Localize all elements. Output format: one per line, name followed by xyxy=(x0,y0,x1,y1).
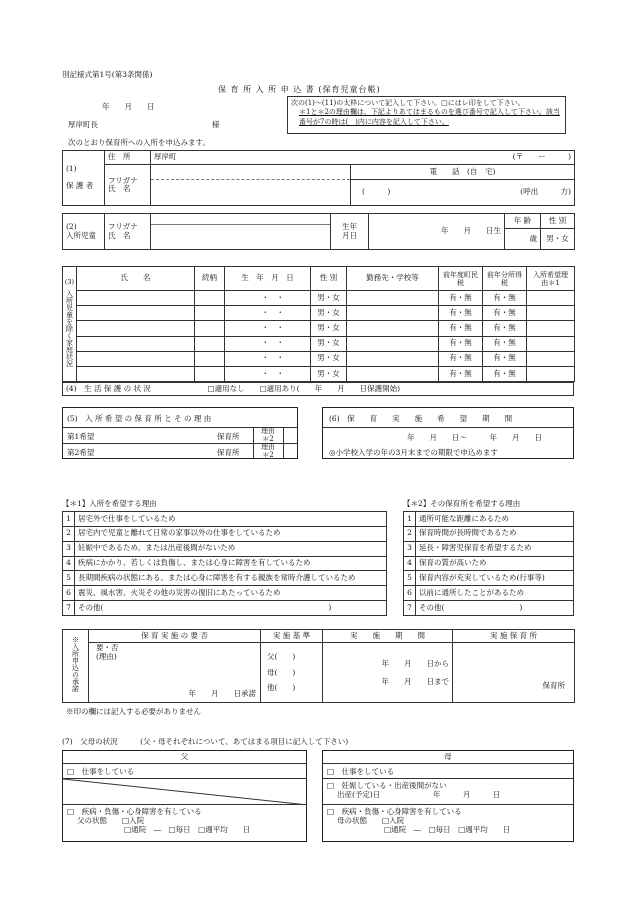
reasons1-row xyxy=(63,586,387,601)
second-choice-hoikusho[interactable]: 保育所 xyxy=(217,448,240,457)
household-income-tax-field[interactable]: 有・無 xyxy=(483,321,527,336)
father-header: 父 xyxy=(63,751,306,764)
household-birthdate-field[interactable]: ・ ・ xyxy=(225,321,311,336)
intro-text: 次のとおり保育所への入所を申込みます。 xyxy=(68,138,210,147)
household-relation-field[interactable] xyxy=(195,336,225,351)
approval-need-header: 保 育 実 施 の 要 否 xyxy=(89,630,261,643)
household-sex-field[interactable]: 男・女 xyxy=(311,321,347,336)
household-resident-tax-field[interactable]: 有・無 xyxy=(439,321,483,336)
reasons2-row xyxy=(404,526,574,541)
birth-label: 生年 月日 xyxy=(331,214,369,250)
instructions-box xyxy=(287,96,566,134)
household-resident-tax-field[interactable]: 有・無 xyxy=(439,366,483,381)
reasons1-text: 居宅外で仕事をしているため xyxy=(75,512,387,527)
reasons1-row xyxy=(63,571,387,586)
mother-visit[interactable]: □通院 ― □毎日 □週平均 日 xyxy=(384,825,511,834)
household-workplace-field[interactable] xyxy=(347,306,439,321)
reasons2-text: 通所可能な距離にあるため xyxy=(416,512,574,527)
guardian-furigana-field[interactable] xyxy=(151,165,351,179)
household-table xyxy=(62,266,575,382)
father-hospital[interactable]: □入院 xyxy=(122,816,145,825)
instruction-line-1: 次の(1)～(11)の太枠について記入して下さい。□にはレ印をして下さい。 xyxy=(291,99,525,107)
reasons1-table xyxy=(62,511,387,616)
welfare-applied-checkbox[interactable]: □適用あり( 年 月 日保護開始) xyxy=(259,383,401,393)
reasons2-text: その他( ) xyxy=(416,601,574,616)
household-name-field[interactable] xyxy=(77,336,195,351)
col-sex: 性 別 xyxy=(311,267,347,291)
reasons2-row xyxy=(404,586,574,601)
household-row xyxy=(63,306,575,321)
approval-date: 年 月 日承諾 xyxy=(188,689,256,699)
household-birthdate-field[interactable]: ・ ・ xyxy=(225,306,311,321)
col-workplace: 勤務先・学校等 xyxy=(347,267,439,291)
household-workplace-field[interactable] xyxy=(347,351,439,366)
period-title: (6) 保 育 実 施 希 望 期 間 xyxy=(329,414,513,423)
approval-footnote: ※印の欄には記入する必要がありません xyxy=(66,707,201,716)
address-label: 住 所 xyxy=(105,151,151,165)
household-reason-field[interactable] xyxy=(527,321,575,336)
approval-place-header: 実 施 保 育 所 xyxy=(453,630,575,643)
household-name-field[interactable] xyxy=(77,306,195,321)
reasons2-row xyxy=(404,556,574,571)
period-note: ◎小学校入学の年の3月末までの期限で申込めます xyxy=(329,448,498,457)
reasons2-text: 保育の質が高いため xyxy=(416,556,574,571)
household-sex-field[interactable]: 男・女 xyxy=(311,291,347,306)
father-state-label: 父の状態 xyxy=(77,816,107,825)
reasons1-text: 居宅内で児童と離れて日常の家事以外の仕事をしているため xyxy=(75,526,387,541)
father-working[interactable]: □ 仕事をしている xyxy=(63,764,306,779)
welfare-label: (4) 生 活 保 護 の 状 況 xyxy=(63,383,205,396)
mother-header: 母 xyxy=(323,751,573,764)
col-name: 氏 名 xyxy=(77,267,195,291)
reasons2-row xyxy=(404,601,574,616)
reasons1-number: 3 xyxy=(63,541,75,556)
welfare-table xyxy=(62,382,574,396)
addressee: 厚岸町長 xyxy=(68,120,98,129)
phone-field[interactable]: ( ) (呼出 方) xyxy=(351,179,575,206)
household-relation-field[interactable] xyxy=(195,351,225,366)
reasons2-row xyxy=(404,541,574,556)
household-row xyxy=(63,366,575,381)
reasons2-number: 7 xyxy=(404,601,416,616)
reasons2-number: 1 xyxy=(404,512,416,527)
guardian-name-label: フリガナ 氏 名 xyxy=(105,165,151,206)
reasons1-text: その他( ) xyxy=(75,601,387,616)
household-name-field[interactable] xyxy=(77,351,195,366)
col-resident-tax: 前年度町民税 xyxy=(439,267,483,291)
reasons1-row xyxy=(63,601,387,616)
approval-vertical-label: ※入所申込の承諾 xyxy=(63,630,89,703)
reasons2-text: 保育内容が充実しているため(行事等) xyxy=(416,571,574,586)
father-visit[interactable]: □通院 ― □毎日 □週平均 日 xyxy=(124,825,251,834)
guardian-label-cell: (1) 保 護 者 xyxy=(63,151,105,206)
household-income-tax-field[interactable]: 有・無 xyxy=(483,351,527,366)
reasons2-row xyxy=(404,512,574,527)
col-income-tax: 前年分所得税 xyxy=(483,267,527,291)
nursery-title: (5) 入 所 希 望 の 保 育 所 と そ の 理 由 xyxy=(67,414,212,423)
reasons1-text: 疾病にかかり、若しくは負傷し、または心身に障害を有しているため xyxy=(75,556,387,571)
reasons1-number: 7 xyxy=(63,601,75,616)
household-reason-field[interactable] xyxy=(527,306,575,321)
household-reason-field[interactable] xyxy=(527,351,575,366)
sex-label: 性 別 xyxy=(541,214,575,229)
household-name-field[interactable] xyxy=(77,321,195,336)
first-choice-label: 第1希望 xyxy=(67,432,95,441)
household-birthdate-field[interactable]: ・ ・ xyxy=(225,336,311,351)
household-birthdate-field[interactable]: ・ ・ xyxy=(225,351,311,366)
mother-pregnant[interactable]: □ 妊娠している・出産後間がない xyxy=(327,781,447,790)
age-label: 年 齢 xyxy=(505,214,541,229)
col-relation: 続柄 xyxy=(195,267,225,291)
household-name-field[interactable] xyxy=(77,366,195,381)
household-income-tax-field[interactable]: 有・無 xyxy=(483,366,527,381)
addressee-honorific: 様 xyxy=(212,120,220,129)
approval-place-cell: 保育所 xyxy=(453,643,575,703)
household-section-label: (3) 入所児童を除く家庭状況 xyxy=(63,267,77,382)
household-birthdate-field[interactable]: ・ ・ xyxy=(225,366,311,381)
second-choice-reason-label: 理由 ＊2 xyxy=(261,443,275,459)
household-sex-field[interactable]: 男・女 xyxy=(311,306,347,321)
household-resident-tax-field[interactable]: 有・無 xyxy=(439,351,483,366)
welfare-none-checkbox[interactable]: □適用なし xyxy=(207,383,245,393)
reasons1-row xyxy=(63,512,387,527)
household-resident-tax-field[interactable]: 有・無 xyxy=(439,306,483,321)
mother-working[interactable]: □ 仕事をしている xyxy=(323,764,573,779)
form-title: 保 育 所 入 所 申 込 書 (保育児童台帳) xyxy=(218,85,381,94)
reasons2-number: 3 xyxy=(404,541,416,556)
household-workplace-field[interactable] xyxy=(347,336,439,351)
application-date[interactable]: 年 月 日 xyxy=(102,102,155,111)
household-row xyxy=(63,321,575,336)
household-relation-field[interactable] xyxy=(195,321,225,336)
reasons1-number: 2 xyxy=(63,526,75,541)
mother-box xyxy=(322,750,574,842)
period-box xyxy=(322,407,574,459)
household-reason-field[interactable] xyxy=(527,291,575,306)
approval-table xyxy=(62,629,575,703)
household-sex-field[interactable]: 男・女 xyxy=(311,351,347,366)
household-relation-field[interactable] xyxy=(195,291,225,306)
approval-period-header: 実 施 期 間 xyxy=(323,630,453,643)
mother-due-date[interactable]: 出産(予定)日 年 月 日 xyxy=(337,790,501,799)
parents-title: (7) 父母の状況 (父・母それぞれについて、あてはまる項目に記入して下さい) xyxy=(62,737,349,746)
reasons2-number: 4 xyxy=(404,556,416,571)
household-income-tax-field[interactable]: 有・無 xyxy=(483,336,527,351)
period-range[interactable]: 年 月 日～ 年 月 日 xyxy=(407,433,542,442)
father-strike-diagonal xyxy=(63,779,307,805)
household-sex-field[interactable]: 男・女 xyxy=(311,366,347,381)
reasons1-title: 【＊1】入所を希望する理由 xyxy=(62,499,157,508)
mother-hospital[interactable]: □入院 xyxy=(382,816,405,825)
reasons2-table xyxy=(403,511,574,616)
household-name-field[interactable] xyxy=(77,291,195,306)
reasons2-text: 延長・障害児保育を希望するため xyxy=(416,541,574,556)
approval-standard-header: 実 施 基 準 xyxy=(261,630,323,643)
reasons2-text: 以前に通所したことがあるため xyxy=(416,586,574,601)
reasons2-number: 2 xyxy=(404,526,416,541)
col-reason: 入所希望理由＊1 xyxy=(527,267,575,291)
household-workplace-field[interactable] xyxy=(347,366,439,381)
guardian-table xyxy=(62,150,575,206)
reasons1-row xyxy=(63,526,387,541)
nursery-preference-box xyxy=(62,407,298,459)
address-field[interactable]: 厚岸町 xyxy=(151,151,351,165)
approval-period-cell: 年 月 日から 年 月 日まで xyxy=(323,643,453,703)
household-relation-field[interactable] xyxy=(195,366,225,381)
household-income-tax-field[interactable]: 有・無 xyxy=(483,291,527,306)
reasons1-text: 長期間疾病の状態にある、または心身に障害を有する親族を常時介護しているため xyxy=(75,571,387,586)
father-box xyxy=(62,750,307,842)
child-label-cell: (2) 入所児童 xyxy=(63,214,105,250)
household-workplace-field[interactable] xyxy=(347,291,439,306)
household-workplace-field[interactable] xyxy=(347,321,439,336)
household-resident-tax-field[interactable]: 有・無 xyxy=(439,291,483,306)
reasons2-text: 保育時間が長時間であるため xyxy=(416,526,574,541)
father-ill[interactable]: □ 疾病・負傷・心身障害を有している xyxy=(67,807,202,816)
child-name-label: フリガナ 氏 名 xyxy=(105,214,151,250)
sex-field[interactable]: 男・女 xyxy=(541,229,575,250)
child-name-field[interactable] xyxy=(151,214,331,250)
household-income-tax-field[interactable]: 有・無 xyxy=(483,306,527,321)
reasons1-number: 1 xyxy=(63,512,75,527)
reasons2-number: 6 xyxy=(404,586,416,601)
household-sex-field[interactable]: 男・女 xyxy=(311,336,347,351)
reasons1-row xyxy=(63,541,387,556)
reasons2-row xyxy=(404,571,574,586)
first-choice-hoikusho[interactable]: 保育所 xyxy=(217,432,240,441)
reasons1-text: 妊娠中であるため、または出産後間がないため xyxy=(75,541,387,556)
household-reason-field[interactable] xyxy=(527,336,575,351)
guardian-name-field[interactable] xyxy=(151,179,351,206)
col-birthdate: 生 年 月 日 xyxy=(225,267,311,291)
child-table xyxy=(62,213,575,250)
reasons2-number: 5 xyxy=(404,571,416,586)
approval-need-cell: 要・否 (理由) 年 月 日承諾 xyxy=(89,643,261,703)
household-reason-field[interactable] xyxy=(527,366,575,381)
reasons2-title: 【＊2】その保育所を希望する理由 xyxy=(403,499,521,508)
reasons1-row xyxy=(63,556,387,571)
reasons1-number: 6 xyxy=(63,586,75,601)
welfare-options[interactable] xyxy=(205,383,574,396)
mother-ill[interactable]: □ 疾病・負傷・心身障害を有している xyxy=(327,807,462,816)
second-choice-label: 第2希望 xyxy=(67,448,95,457)
household-resident-tax-field[interactable]: 有・無 xyxy=(439,336,483,351)
reasons1-number: 4 xyxy=(63,556,75,571)
household-row xyxy=(63,291,575,306)
reasons1-text: 震災、風水害、火災その他の災害の復旧にあたっているため xyxy=(75,586,387,601)
household-relation-field[interactable] xyxy=(195,306,225,321)
household-birthdate-field[interactable]: ・ ・ xyxy=(225,291,311,306)
mother-state-label: 母の状態 xyxy=(337,816,367,825)
first-choice-reason-label: 理由 ＊2 xyxy=(261,427,275,443)
age-field[interactable]: 歳 xyxy=(505,229,541,250)
instruction-line-2: ＊1と＊2の理由欄は、下記よりあてはまるものを選び番号で記入して下さい。該当番号が7の時は( )内に内容を記入して下さい。 xyxy=(299,108,560,126)
phone-label: 電 話 (自 宅) xyxy=(351,165,575,179)
postal-field[interactable]: (〒 ー ) xyxy=(351,151,575,165)
household-row xyxy=(63,336,575,351)
birth-field[interactable]: 年 月 日生 xyxy=(369,214,505,250)
form-number: 別記様式第1号(第3条関係) xyxy=(62,70,153,79)
reasons1-number: 5 xyxy=(63,571,75,586)
approval-standard-cell: 父( ) 母( ) 他( ) xyxy=(261,643,323,703)
household-row xyxy=(63,351,575,366)
